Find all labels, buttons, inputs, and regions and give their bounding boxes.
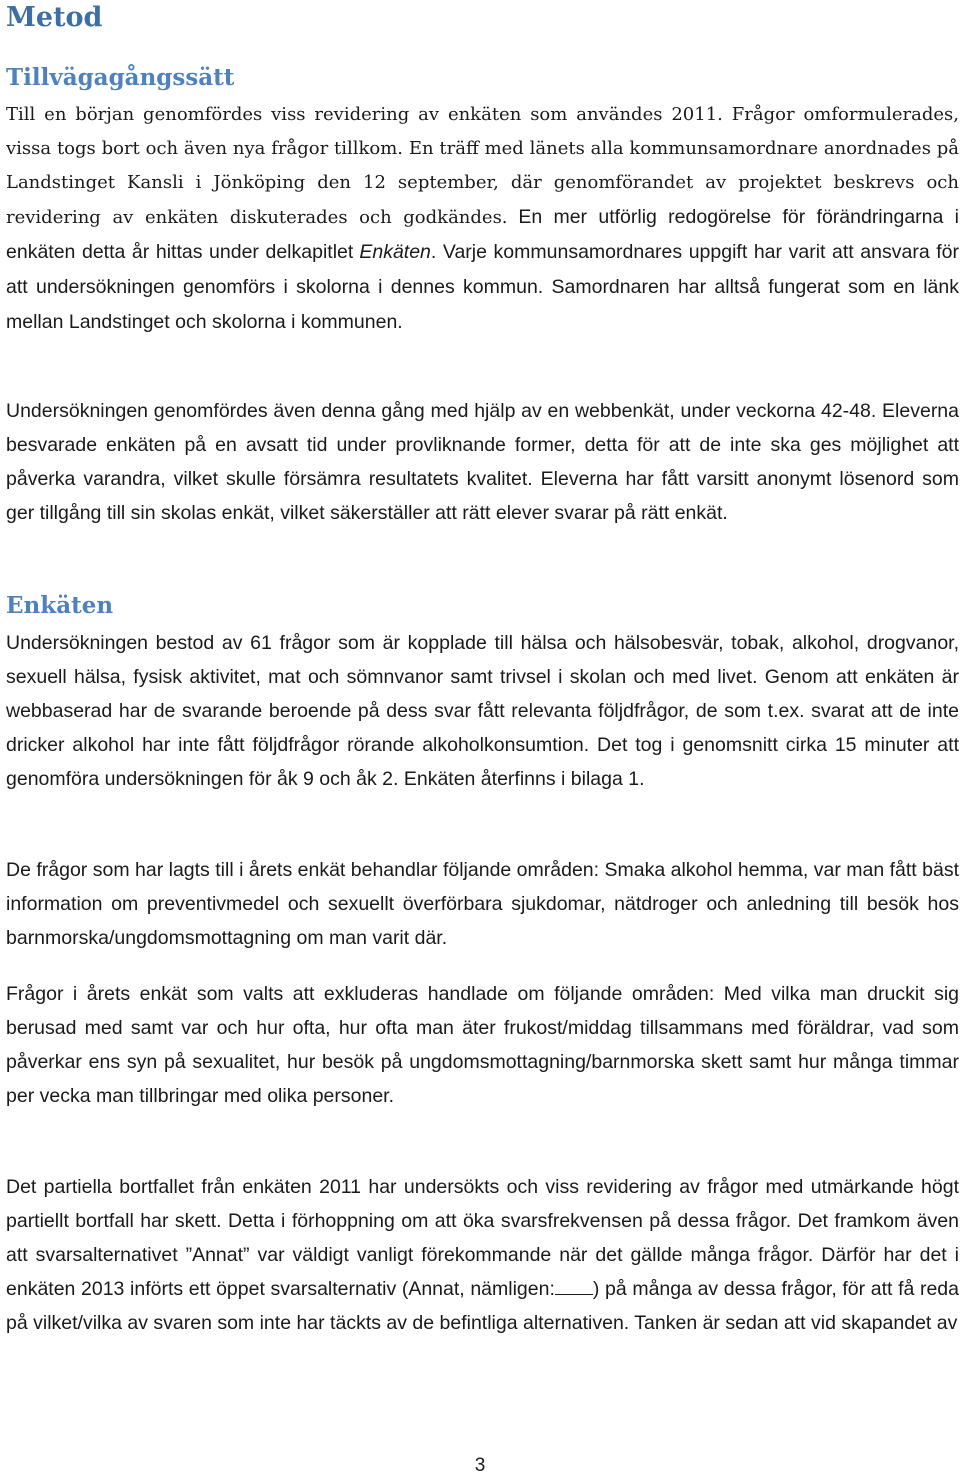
paragraph-added-questions: De frågor som har lagts till i årets enkät behandlar följande områden: Smaka alkohol hemma, var man fått bäst information om preventivmedel och sexuellt överförbara sjukdomar, nätdroger och anledning till besök hos barnmorska/ungdomsmottagning om man varit där. <box>6 859 959 949</box>
paragraph-partial-dropout <box>6 1170 959 1340</box>
paragraph-webbenkat: Undersökningen genomfördes även denna gång med hjälp av en webbenkät, under veckorna 42-48. Eleverna besvarade enkäten på en avsatt tid under provliknande former, detta för att de inte ska ges möjlighet att påverka varandra, vilket skulle försämra resultatets kvalitet. Eleverna har fått varsitt anonymt lösenord som ger tillgång till sin skolas enkät, vilket säkerställer att rätt elever svarar på rätt enkät. <box>6 400 959 524</box>
paragraph-excluded-questions: Frågor i årets enkät som valts att exkluderas handlade om följande områden: Med vilka man druckit sig berusad med samt var och hur ofta, hur ofta man äter frukost/middag tillsammans med föräldrar, vad som påverkar ens syn på sexualitet, hur besök på ungdomsmottagning/barnmorska skett samt hur många timmar per vecka man tillbringar med olika personer. <box>6 983 959 1107</box>
paragraph-procedure-sans-text-b: . Varje kommunsamordnares uppgift har varit att ansvara för att undersökningen genomförs i skolorna i dennes kommun. Samordnaren har alltså fungerat som en länk mellan Landstinget och skolorna i kommunen. <box>6 241 959 333</box>
paragraph-procedure-italic-ref: Enkäten <box>359 241 431 263</box>
page-number: 3 <box>474 1455 486 1476</box>
paragraph-procedure <box>6 98 959 340</box>
section-heading-metod: Metod <box>6 2 103 33</box>
blank-underline <box>555 1276 593 1295</box>
paragraph-partial-dropout-text-b: ) på många av dessa frågor, för att få reda på vilket/vilka av svaren som inte har täckts av de befintliga alternativen. Tanken är sedan att vid skapandet av <box>6 1278 959 1334</box>
paragraph-enkaten-questions: Undersökningen bestod av 61 frågor som är kopplade till hälsa och hälsobesvär, tobak, alkohol, drogvanor, sexuell hälsa, fysisk aktivitet, mat och sömnvanor samt trivsel i skolan och med livet. Genom att enkäten är webbaserad har de svarande beroende på dess svar fått relevanta följdfrågor, de som t.ex. svarat att de inte dricker alkohol har inte fått följdfrågor rörande alkoholkonsumtion. Det tog i genomsnitt cirka 15 minuter att genomföra undersökningen för åk 9 och åk 2. Enkäten återfinns i bilaga 1. <box>6 632 959 790</box>
subheading-enkaten: Enkäten <box>6 592 114 619</box>
paragraph-partial-dropout-text-a: Det partiella bortfallet från enkäten 2011 har undersökts och viss revidering av frågor med utmärkande högt partiellt bortfall har skett. Detta i förhoppning om att öka svarsfrekvensen på dessa frågor. Det framkom även att svarsalternativet ”Annat” var väldigt vanligt förekommande när det gällde många frågor. Därför har det i enkäten 2013 införts ett öppet svarsalternativ (Annat, nämligen: <box>6 1176 959 1300</box>
paragraph-procedure-sans-text-a: En mer utförlig redogörelse för förändringarna i enkäten detta år hittas under delkapitlet <box>6 206 959 263</box>
subheading-tillvagagangssatt: Tillvägagångssätt <box>6 64 235 91</box>
paragraph-procedure-serif-text: Till en början genomfördes viss revidering av enkäten som användes 2011. Frågor omformulerades, vissa togs bort och även nya frågor tillkom. En träff med länets alla kommunsamordnare anordnades på Landstinget Kansli i Jönköping den 12 september, där genomförandet av projektet beskrevs och revidering av enkäten diskuterades och godkändes. <box>6 104 959 228</box>
